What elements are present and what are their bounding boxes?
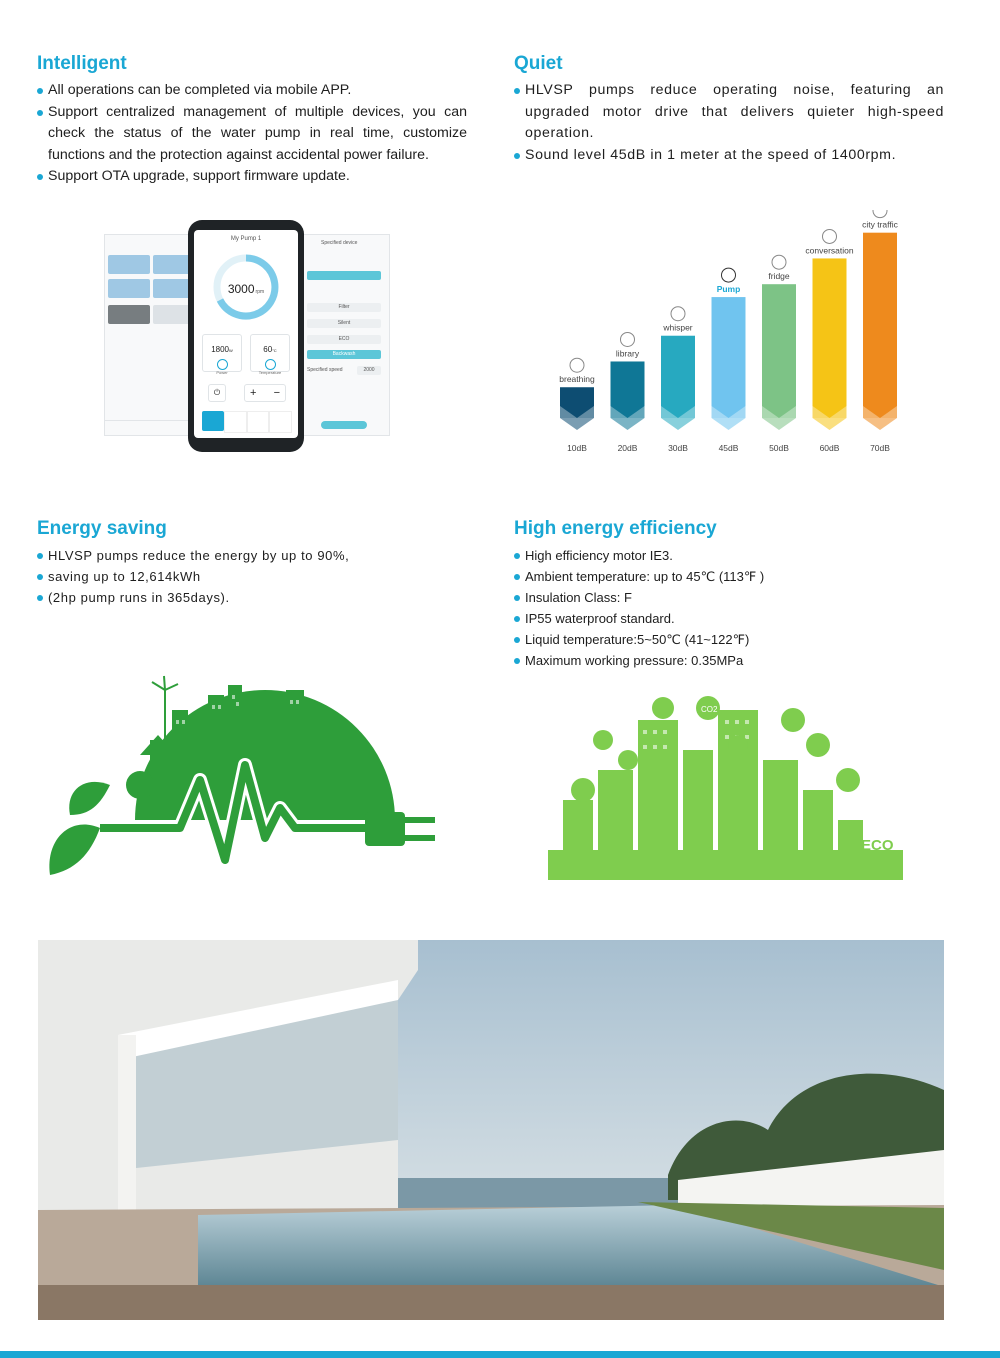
list-item: IP55 waterproof standard.	[514, 608, 944, 629]
mode-filter-button[interactable]: Filter	[307, 303, 381, 312]
save-button[interactable]	[321, 421, 367, 429]
power-icon	[217, 359, 228, 370]
chart-bar-shadow	[863, 418, 897, 430]
app-mockup	[104, 222, 388, 452]
power-unit: W	[229, 348, 233, 353]
temperature-card[interactable]	[250, 334, 290, 375]
mode-tab-active[interactable]	[202, 411, 224, 431]
chart-bar-shadow	[762, 418, 796, 430]
chart-bar-shadow	[560, 418, 594, 430]
chart-tick-label: 50dB	[769, 443, 789, 453]
list-item: High efficiency motor IE3.	[514, 545, 944, 566]
list-item: Support centralized management of multiple devices, you can check the status of the water pump in real time, customize functions and the protection against accidental power failure.	[37, 102, 467, 167]
efficiency-title: High energy efficiency	[514, 518, 717, 539]
power-card[interactable]	[202, 334, 242, 375]
chart-bar-shadow	[661, 418, 695, 430]
specified-device-panel	[300, 234, 390, 436]
noise-chart-svg	[548, 210, 908, 460]
chart-tick-label: 45dB	[718, 443, 739, 453]
green-city-plug-illustration	[40, 670, 460, 880]
list-item-continued: (2hp pump runs in 365days).	[37, 587, 467, 608]
chart-tick-label: 30dB	[668, 443, 688, 453]
device-tile	[108, 255, 150, 274]
chart-item-icon	[621, 332, 635, 346]
speed-value: 3000	[227, 282, 255, 296]
chart-bar-shadow	[611, 418, 645, 430]
mode-backwash-button[interactable]: Backwash	[307, 350, 381, 359]
chart-item-icon	[873, 210, 887, 218]
power-label: Power	[216, 370, 228, 375]
chart-tick-label: 20dB	[617, 443, 638, 453]
chart-data-label: city traffic	[862, 219, 898, 230]
power-value: 1800	[211, 345, 229, 354]
list-item: Ambient temperature: up to 45℃ (113℉ )	[514, 566, 944, 587]
phone-screen	[194, 230, 298, 438]
mode-bar	[202, 411, 290, 431]
chart-item-icon	[722, 268, 736, 282]
infinity-pool-photo	[38, 940, 944, 1320]
list-item: HLVSP pumps reduce operating noise, featuring an upgraded motor drive that delivers quieter high-speed operation.	[514, 80, 944, 145]
energy-bullets	[37, 545, 467, 608]
list-item: Maximum working pressure: 0.35MPa	[514, 650, 944, 671]
mode-tab[interactable]	[224, 411, 248, 433]
quiet-title: Quiet	[514, 53, 563, 74]
chart-data-label: library	[615, 348, 640, 359]
list-item: HLVSP pumps reduce the energy by up to 90%,	[37, 545, 467, 566]
eco-badge: ECO	[861, 837, 894, 854]
chart-item-icon	[570, 358, 584, 372]
co2-label: CO2	[701, 705, 718, 714]
speed-stepper	[244, 384, 286, 402]
device-list-panel	[104, 234, 196, 436]
intelligent-section	[37, 52, 467, 188]
quiet-bullets	[514, 80, 944, 166]
mode-tab[interactable]	[268, 411, 292, 433]
decrease-button[interactable]: −	[273, 387, 280, 399]
speed-unit: rpm	[255, 289, 265, 295]
chart-data-label: Pump	[716, 284, 741, 295]
list-item: Support OTA upgrade, support firmware update.	[37, 166, 467, 188]
list-item-continued: saving up to 12,614kWh	[37, 566, 467, 587]
eco-city-illustration	[543, 690, 913, 890]
chart-bar	[611, 361, 645, 418]
specified-speed-value[interactable]: 2000	[357, 366, 381, 375]
mode-eco-button[interactable]: ECO	[307, 335, 381, 344]
temperature-label: Temperature	[258, 370, 282, 375]
chart-item-icon	[671, 307, 685, 321]
list-item: Insulation Class: F	[514, 587, 944, 608]
mode-tab[interactable]	[246, 411, 270, 433]
energy-title: Energy saving	[37, 518, 167, 539]
chart-bar-shadow	[813, 418, 847, 430]
chart-tick-label: 10dB	[567, 443, 587, 453]
energy-section	[37, 517, 467, 608]
device-tile-offline	[108, 305, 150, 324]
chart-data-label: fridge	[768, 271, 790, 282]
device-title: My Pump 1	[230, 236, 262, 242]
chart-bar-shadow	[712, 418, 746, 430]
mode-silent-button[interactable]: Silent	[307, 319, 381, 328]
intelligent-bullets	[37, 80, 467, 188]
list-item: Liquid temperature:5~50℃ (41~122℉)	[514, 629, 944, 650]
efficiency-section	[514, 517, 944, 671]
quiet-section	[514, 52, 944, 166]
list-item: Sound level 45dB in 1 meter at the speed of 1400rpm.	[514, 145, 944, 167]
chart-data-label: whisper	[663, 322, 693, 333]
chart-tick-label: 70dB	[870, 443, 890, 453]
noise-level-chart	[548, 210, 908, 460]
phone-device	[188, 220, 304, 452]
chart-bar	[762, 284, 796, 418]
device-tile	[108, 279, 150, 298]
selected-device-chip[interactable]	[307, 271, 381, 280]
chart-item-icon	[823, 229, 837, 243]
efficiency-bullets	[514, 545, 944, 671]
chart-bar	[661, 336, 695, 418]
bottom-nav	[105, 420, 195, 435]
increase-button[interactable]: +	[250, 387, 257, 399]
specified-speed-label: Specified speed	[307, 367, 343, 373]
footer-accent-bar	[0, 1351, 1000, 1358]
thermometer-icon	[265, 359, 276, 370]
chart-bar	[813, 258, 847, 418]
speed-readout	[194, 280, 298, 298]
chart-tick-label: 60dB	[819, 443, 840, 453]
power-toggle-button[interactable]: ⏻	[208, 384, 226, 402]
chart-item-icon	[772, 255, 786, 269]
panel-title: Specified device	[321, 240, 358, 246]
temperature-unit: °C	[272, 348, 277, 353]
temperature-value: 60	[263, 345, 273, 354]
chart-bar	[712, 297, 746, 418]
chart-bar	[863, 233, 897, 418]
chart-data-label: breathing	[559, 374, 595, 385]
chart-data-label: conversation	[805, 245, 854, 256]
intelligent-title: Intelligent	[37, 53, 127, 74]
list-item: All operations can be completed via mobile APP.	[37, 80, 467, 102]
